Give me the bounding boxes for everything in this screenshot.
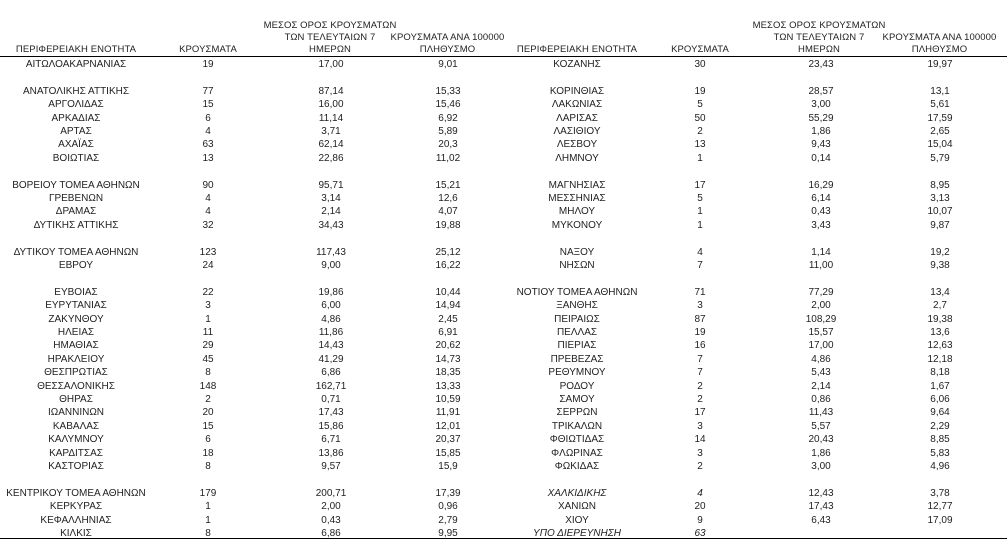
cell-per100k: 13,6 [930, 327, 950, 338]
cell-name: ΑΙΤΩΛΟΑΚΑΡΝΑΝΙΑΣ [25, 59, 127, 70]
cell-name: ΦΛΩΡΙΝΑΣ [551, 447, 603, 459]
cell-cases: 11 [202, 327, 214, 338]
cell-cases: 71 [694, 286, 706, 298]
cell-cases: 15 [202, 99, 214, 111]
header-cases-left: ΚΡΟΥΣΜΑΤΑ [179, 44, 237, 55]
cell-avg: 1,86 [811, 447, 831, 459]
cell-name: ΒΟΡΕΙΟΥ ΤΟΜΕΑ ΑΘΗΝΩΝ [12, 179, 140, 191]
cell-cases: 7 [697, 353, 703, 365]
cell-per100k: 10,44 [435, 286, 461, 298]
table-row [0, 205, 1007, 218]
cell-per100k: 5,83 [930, 447, 950, 459]
cell-name: ΧΑΛΚΙΔΙΚΗΣ [547, 487, 607, 499]
cell-avg: 2,14 [811, 380, 831, 392]
cell-name: ΜΥΚΟΝΟΥ [551, 219, 603, 231]
cell-avg: 55,29 [808, 112, 834, 124]
cell-cases: 13 [202, 152, 214, 164]
cell-avg: 2,00 [321, 501, 341, 513]
cell-name: ΛΕΣΒΟΥ [556, 139, 598, 151]
cell-avg: 0,86 [811, 394, 831, 405]
table-row [0, 192, 1007, 205]
cell-per100k: 8,18 [930, 367, 950, 379]
cell-name: ΠΡΕΒΕΖΑΣ [550, 353, 604, 365]
cell-cases: 7 [697, 260, 703, 271]
cell-per100k: 19,88 [435, 219, 461, 231]
cell-name: ΔΡΑΜΑΣ [55, 206, 97, 218]
cell-name: ΕΥΡΥΤΑΝΙΑΣ [45, 300, 107, 312]
header-per100k-left: ΚΡΟΥΣΜΑΤΑ ΑΝΑ 100000 ΠΛΗΘΥΣΜΟ [390, 32, 505, 55]
cell-per100k: 8,85 [930, 434, 950, 446]
cell-avg: 4,86 [321, 313, 341, 325]
cell-per100k: 10,07 [927, 206, 953, 218]
table-row [0, 514, 1007, 527]
cell-per100k: 11,02 [435, 152, 461, 164]
cell-cases: 16 [694, 340, 706, 352]
cell-avg: 6,86 [321, 367, 341, 379]
cell-cases: 15 [202, 420, 214, 432]
cell-per100k: 15,33 [435, 85, 461, 97]
cell-name: ΤΡΙΚΑΛΩΝ [551, 420, 603, 432]
cell-per100k: 18,35 [435, 367, 461, 379]
table-row [0, 473, 1007, 486]
table-row [0, 286, 1007, 299]
cell-avg: 17,43 [318, 407, 344, 419]
table-row [0, 487, 1007, 500]
cell-name: ΠΕΛΛΑΣ [556, 327, 598, 338]
cell-name: ΑΡΓΟΛΙΔΑΣ [48, 99, 104, 111]
cell-cases: 45 [202, 353, 214, 365]
cell-cases: 1 [697, 219, 703, 231]
cell-avg: 19,86 [318, 286, 344, 298]
cell-per100k: 4,96 [930, 461, 950, 472]
cell-name: ΑΡΚΑΔΙΑΣ [51, 112, 101, 124]
table-row [0, 272, 1007, 285]
cell-avg: 200,71 [315, 487, 347, 499]
cell-avg: 11,43 [808, 407, 834, 419]
table-row [0, 527, 1007, 540]
cell-per100k: 14,73 [435, 353, 461, 365]
table-row [0, 259, 1007, 272]
cell-name: ΚΕΝΤΡΙΚΟΥ ΤΟΜΕΑ ΑΘΗΝΩΝ [6, 487, 146, 499]
cell-name: ΗΡΑΚΛΕΙΟΥ [47, 353, 105, 365]
cell-name: ΑΧΑΪΑΣ [58, 139, 94, 151]
cell-avg: 12,43 [808, 487, 834, 499]
cell-name: ΚΑΒΑΛΑΣ [52, 420, 100, 432]
cell-per100k: 13,33 [435, 380, 461, 392]
table-row [0, 165, 1007, 178]
cell-per100k: 9,38 [930, 260, 950, 271]
cell-name: ΚΟΖΑΝΗΣ [553, 59, 601, 70]
header-per100k-right: ΚΡΟΥΣΜΑΤΑ ΑΝΑ 100000 ΠΛΗΘΥΣΜΟ [882, 32, 997, 55]
cell-avg: 77,29 [808, 286, 834, 298]
cell-cases: 8 [205, 367, 211, 379]
cell-avg: 87,14 [318, 85, 344, 97]
cell-cases: 3 [697, 447, 703, 459]
cell-name: ΔΥΤΙΚΗΣ ΑΤΤΙΚΗΣ [33, 219, 119, 231]
cell-avg: 62,14 [318, 139, 344, 151]
cell-per100k: 2,79 [438, 514, 458, 526]
table-row [0, 500, 1007, 513]
cell-avg: 117,43 [316, 246, 346, 258]
cell-name: ΚΑΛΥΜΝΟΥ [48, 434, 104, 446]
cell-cases: 5 [697, 193, 703, 204]
cell-avg: 15,86 [318, 420, 344, 432]
cell-per100k: 19,97 [927, 59, 953, 70]
cell-avg: 15,57 [808, 327, 834, 338]
cell-per100k: 17,09 [927, 514, 953, 526]
cell-per100k: 13,1 [930, 85, 950, 97]
cell-name: ΜΗΛΟΥ [558, 206, 596, 218]
table-row [0, 339, 1007, 352]
cell-avg: 6,14 [811, 193, 831, 204]
cell-per100k: 4,07 [438, 206, 458, 218]
cell-name: ΛΗΜΝΟΥ [555, 152, 599, 164]
table-row [0, 433, 1007, 446]
table-row [0, 98, 1007, 111]
cell-cases: 90 [202, 179, 214, 191]
cell-name: ΔΥΤΙΚΟΥ ΤΟΜΕΑ ΑΘΗΝΩΝ [13, 246, 139, 258]
cell-per100k: 3,78 [930, 487, 950, 499]
cell-name: ΞΑΝΘΗΣ [556, 300, 598, 312]
cell-avg: 1,14 [811, 246, 831, 258]
cell-per100k: 20,62 [435, 340, 461, 352]
cell-cases: 3 [697, 420, 703, 432]
cell-per100k: 19,2 [930, 246, 950, 258]
cell-cases: 148 [199, 380, 217, 392]
cell-name: ΖΑΚΥΝΘΟΥ [48, 313, 104, 325]
table-row [0, 420, 1007, 433]
cell-cases: 50 [694, 112, 706, 124]
cell-per100k: 0,96 [438, 501, 458, 513]
cell-avg: 4,86 [811, 353, 831, 365]
cell-per100k: 8,95 [930, 179, 950, 191]
cell-cases: 1 [697, 152, 703, 164]
cell-cases: 4 [205, 206, 211, 218]
cell-per100k: 5,89 [438, 126, 458, 137]
cell-per100k: 9,64 [930, 407, 950, 419]
cell-cases: 17 [694, 179, 706, 191]
cell-name: ΧΙΟΥ [565, 514, 589, 526]
cell-avg: 34,43 [318, 219, 344, 231]
cell-per100k: 15,46 [435, 99, 461, 111]
cell-name: ΘΕΣΣΑΛΟΝΙΚΗΣ [37, 380, 115, 392]
cell-name: ΜΕΣΣΗΝΙΑΣ [548, 193, 606, 204]
cell-cases: 6 [205, 434, 211, 446]
cell-per100k: 2,7 [933, 300, 947, 312]
cell-name: ΝΑΞΟΥ [559, 246, 595, 258]
cell-avg: 17,00 [808, 340, 834, 352]
cell-per100k: 5,61 [930, 99, 950, 111]
cell-cases: 87 [694, 313, 706, 325]
cell-cases: 2 [697, 461, 703, 472]
table-row [0, 71, 1007, 84]
table-row [0, 125, 1007, 138]
cell-avg: 3,71 [321, 126, 341, 137]
cell-per100k: 10,59 [435, 394, 461, 405]
cell-per100k: 12,63 [927, 340, 953, 352]
cell-avg: 20,43 [808, 434, 834, 446]
cell-per100k: 20,37 [435, 434, 461, 446]
cell-per100k: 17,39 [435, 487, 461, 499]
cell-avg: 1,86 [811, 126, 831, 137]
cell-per100k: 17,59 [927, 112, 953, 124]
cell-per100k: 20,3 [438, 139, 458, 151]
cell-cases: 179 [199, 487, 217, 499]
cell-avg: 0,43 [811, 206, 831, 218]
cell-name: ΛΑΚΩΝΙΑΣ [551, 99, 603, 111]
cell-cases: 4 [697, 487, 703, 499]
cell-name: ΚΟΡΙΝΘΙΑΣ [549, 85, 605, 97]
cell-name: ΘΗΡΑΣ [59, 394, 93, 405]
cell-avg: 16,00 [318, 99, 344, 111]
cell-avg: 16,29 [808, 179, 834, 191]
cell-name: ΙΩΑΝΝΙΝΩΝ [47, 407, 105, 419]
cell-name: ΑΡΤΑΣ [60, 126, 92, 137]
cell-avg: 11,00 [808, 260, 834, 271]
cell-cases: 1 [205, 313, 211, 325]
cell-cases: 1 [205, 501, 211, 513]
cell-cases: 7 [697, 367, 703, 379]
table-row [0, 246, 1007, 259]
table-row [0, 313, 1007, 326]
cell-avg: 41,29 [318, 353, 344, 365]
cell-name: ΗΛΕΙΑΣ [57, 327, 95, 338]
cell-per100k: 6,92 [438, 112, 458, 124]
cell-name: ΗΜΑΘΙΑΣ [53, 340, 99, 352]
cell-avg: 17,43 [808, 501, 834, 513]
cell-cases: 4 [205, 193, 211, 204]
cell-name: ΚΑΣΤΟΡΙΑΣ [48, 461, 104, 472]
cell-per100k: 12,6 [438, 193, 458, 204]
cell-avg: 9,00 [321, 260, 341, 271]
cell-cases: 8 [205, 528, 211, 539]
cell-avg: 6,00 [321, 300, 341, 312]
cell-per100k: 6,91 [438, 327, 458, 338]
cell-per100k: 14,94 [435, 300, 461, 312]
cell-cases: 17 [694, 407, 706, 419]
header-avg-right: ΜΕΣΟΣ ΟΡΟΣ ΚΡΟΥΣΜΑΤΩΝ ΤΩΝ ΤΕΛΕΥΤΑΙΩΝ 7 ΗΜΕΡΩΝ [752, 20, 886, 55]
cell-cases: 20 [202, 407, 214, 419]
cell-cases: 30 [694, 59, 706, 70]
header-region-right: ΠΕΡΙΦΕΡΕΙΑΚΗ ΕΝΟΤΗΤΑ [516, 44, 638, 55]
cell-cases: 63 [202, 139, 214, 151]
table-row [0, 112, 1007, 125]
cell-cases: 4 [205, 126, 211, 137]
cell-cases: 18 [202, 447, 214, 459]
table-row [0, 179, 1007, 192]
cell-name: ΣΑΜΟΥ [559, 394, 595, 405]
cell-avg: 14,43 [318, 340, 344, 352]
table-row [0, 152, 1007, 165]
cell-cases: 9 [697, 514, 703, 526]
cell-cases: 24 [202, 260, 214, 271]
cell-avg: 9,57 [321, 461, 341, 472]
cell-name: ΓΡΕΒΕΝΩΝ [48, 193, 104, 204]
header-avg-left: ΜΕΣΟΣ ΟΡΟΣ ΚΡΟΥΣΜΑΤΩΝ ΤΩΝ ΤΕΛΕΥΤΑΙΩΝ 7 ΗΜΕΡΩΝ [263, 20, 397, 55]
cell-cases: 63 [694, 528, 706, 539]
cell-per100k: 13,4 [930, 286, 950, 298]
cell-cases: 22 [202, 286, 214, 298]
cell-per100k: 9,95 [438, 528, 458, 539]
cell-cases: 123 [199, 246, 217, 258]
cell-per100k: 3,13 [930, 193, 950, 204]
cell-name: ΝΟΤΙΟΥ ΤΟΜΕΑ ΑΘΗΝΩΝ [516, 286, 638, 298]
cell-name: ΚΕΡΚΥΡΑΣ [49, 501, 103, 513]
cell-cases: 2 [697, 126, 703, 137]
cell-avg: 23,43 [808, 59, 834, 70]
cell-avg: 0,43 [321, 514, 341, 526]
cell-avg: 6,86 [321, 528, 341, 539]
cell-name: ΦΩΚΙΔΑΣ [554, 461, 600, 472]
cell-name: ΘΕΣΠΡΩΤΙΑΣ [44, 367, 108, 379]
table-row [0, 366, 1007, 379]
cell-per100k: 16,22 [435, 260, 461, 271]
cell-per100k: 5,79 [930, 152, 950, 164]
cell-per100k: 2,29 [930, 420, 950, 432]
table-row [0, 219, 1007, 232]
cell-cases: 29 [202, 340, 214, 352]
cell-avg: 13,86 [318, 447, 344, 459]
cell-per100k: 6,06 [930, 394, 950, 405]
cell-avg: 95,71 [318, 179, 344, 191]
cell-avg: 17,00 [318, 59, 344, 70]
table-row [0, 326, 1007, 339]
cell-per100k: 15,9 [438, 461, 458, 472]
cell-avg: 162,71 [315, 380, 347, 392]
cell-name: ΥΠΟ ΔΙΕΡΕΥΝΗΣΗ [533, 528, 621, 539]
cell-name: ΠΕΙΡΑΙΩΣ [554, 313, 600, 325]
cell-cases: 6 [205, 112, 211, 124]
cell-avg: 0,71 [321, 394, 341, 405]
cell-per100k: 19,38 [927, 313, 953, 325]
table-row [0, 232, 1007, 245]
cell-name: ΑΝΑΤΟΛΙΚΗΣ ΑΤΤΙΚΗΣ [22, 85, 130, 97]
table-row [0, 406, 1007, 419]
table-row [0, 138, 1007, 151]
table-row [0, 460, 1007, 473]
cell-avg: 6,43 [811, 514, 831, 526]
cell-avg: 2,14 [321, 206, 341, 218]
cell-cases: 77 [202, 85, 214, 97]
cell-per100k: 2,45 [438, 313, 458, 325]
cell-avg: 9,43 [811, 139, 831, 151]
cell-name: ΛΑΣΙΘΙΟΥ [553, 126, 601, 137]
cell-avg: 6,71 [321, 434, 341, 446]
cell-per100k: 9,87 [930, 219, 950, 231]
cell-avg: 3,00 [811, 461, 831, 472]
cell-avg: 108,29 [805, 313, 837, 325]
cell-cases: 20 [694, 501, 706, 513]
cell-cases: 32 [202, 219, 214, 231]
cell-name: ΧΑΝΙΩΝ [557, 501, 597, 513]
cell-cases: 8 [205, 461, 211, 472]
cell-cases: 5 [697, 99, 703, 111]
cell-avg: 2,00 [811, 300, 831, 312]
cell-per100k: 15,21 [435, 179, 461, 191]
cell-avg: 5,57 [811, 420, 831, 432]
table-row [0, 447, 1007, 460]
cell-name: ΦΘΙΩΤΙΔΑΣ [549, 434, 605, 446]
table-row [0, 299, 1007, 312]
cell-per100k: 2,65 [930, 126, 950, 137]
header-region-left: ΠΕΡΙΦΕΡΕΙΑΚΗ ΕΝΟΤΗΤΑ [15, 44, 137, 55]
cell-name: ΕΥΒΟΙΑΣ [54, 286, 98, 298]
cell-name: ΒΟΙΩΤΙΑΣ [52, 152, 100, 164]
cell-cases: 3 [205, 300, 211, 312]
table-row [0, 85, 1007, 98]
cell-cases: 2 [205, 394, 211, 405]
cell-avg: 3,14 [321, 193, 341, 204]
cell-name: ΜΑΓΝΗΣΙΑΣ [548, 179, 606, 191]
cell-name: ΝΗΣΩΝ [559, 260, 595, 271]
cell-cases: 4 [697, 246, 703, 258]
cell-avg: 0,14 [811, 152, 831, 164]
cell-name: ΛΑΡΙΣΑΣ [556, 112, 598, 124]
cell-per100k: 12,18 [927, 353, 953, 365]
cell-name: ΠΙΕΡΙΑΣ [557, 340, 597, 352]
cell-avg: 3,00 [811, 99, 831, 111]
cell-name: ΕΒΡΟΥ [58, 260, 94, 271]
cell-cases: 2 [697, 394, 703, 405]
cell-name: ΚΕΦΑΛΛΗΝΙΑΣ [40, 514, 112, 526]
cell-name: ΡΟΔΟΥ [559, 380, 595, 392]
cell-per100k: 12,77 [927, 501, 953, 513]
cell-per100k: 1,67 [930, 380, 950, 392]
cell-per100k: 15,04 [927, 139, 953, 151]
cell-name: ΣΕΡΡΩΝ [556, 407, 598, 419]
cell-cases: 19 [694, 327, 706, 338]
cell-per100k: 11,91 [435, 407, 461, 419]
header-cases-right: ΚΡΟΥΣΜΑΤΑ [671, 44, 729, 55]
cell-cases: 2 [697, 380, 703, 392]
cell-avg: 28,57 [808, 85, 834, 97]
cell-avg: 3,43 [811, 219, 831, 231]
cell-per100k: 9,01 [438, 59, 458, 70]
table-row [0, 380, 1007, 393]
cell-per100k: 25,12 [435, 246, 461, 258]
table-row [0, 58, 1007, 71]
cell-per100k: 15,85 [435, 447, 461, 459]
cell-per100k: 12,01 [435, 420, 461, 432]
table-row [0, 353, 1007, 366]
cell-avg: 5,43 [811, 367, 831, 379]
cell-avg: 11,14 [318, 112, 344, 124]
cell-avg: 22,86 [318, 152, 344, 164]
cell-name: ΚΑΡΔΙΤΣΑΣ [49, 447, 103, 459]
cell-avg: 11,86 [318, 327, 344, 338]
cell-cases: 13 [694, 139, 706, 151]
cell-cases: 1 [205, 514, 211, 526]
cell-cases: 1 [697, 206, 703, 218]
cell-cases: 3 [697, 300, 703, 312]
cell-cases: 19 [202, 59, 214, 70]
cell-cases: 19 [694, 85, 706, 97]
cell-cases: 14 [694, 434, 706, 446]
cell-name: ΡΕΘΥΜΝΟΥ [548, 367, 606, 379]
table-row [0, 393, 1007, 406]
cell-name: ΚΙΛΚΙΣ [60, 528, 92, 539]
